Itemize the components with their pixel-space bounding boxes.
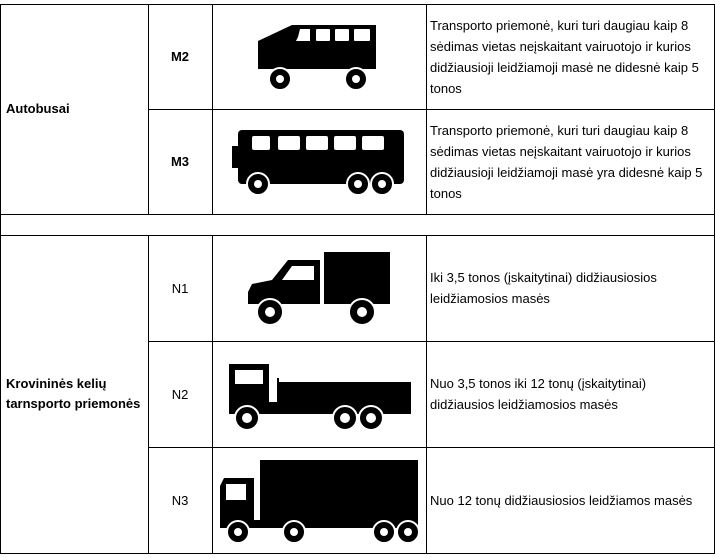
row-divider: [148, 447, 715, 448]
box-truck-icon: [212, 447, 426, 553]
category-freight: Krovininės kelių tarnsporto priemonės: [6, 376, 141, 411]
code-m3: M3: [170, 154, 190, 169]
pickup-truck-icon: [212, 235, 426, 341]
column-divider: [148, 4, 149, 214]
column-divider: [426, 235, 427, 553]
description-m2: Transporto priemonė, kuri turi daugiau kaip 8 sėdimas vietas neįskaitant vairuotojo ir kurios didžiausioji leidžiamoji masė ne didesnė kaip 5 tonos: [430, 17, 699, 96]
code-n2: N2: [171, 386, 189, 402]
description-n3: Nuo 12 tonų didžiausiosios leidžiamos masės: [430, 492, 693, 508]
column-divider: [148, 235, 149, 553]
code-m2: M2: [170, 49, 190, 64]
table-border-top: [0, 4, 715, 5]
bus-icon: [212, 109, 426, 214]
table-border-bottom: [0, 553, 715, 554]
group-divider: [0, 235, 715, 236]
minibus-icon: [212, 4, 426, 109]
description-n1: Iki 3,5 tonos (įskaitytinai) didžiausiosios leidžiamosios masės: [430, 270, 657, 306]
description-n2: Nuo 3,5 tonos iki 12 tonų (įskaitytinai) didžiausios leidžiamosios masės: [430, 376, 647, 412]
table-border-left: [0, 4, 1, 554]
row-divider: [148, 109, 715, 110]
group-divider: [0, 214, 715, 215]
column-divider: [212, 4, 213, 214]
description-m3: Transporto priemonė, kuri turi daugiau kaip 8 sėdimas vietas neįskaitant vairuotojo ir kurios didžiausioji leidžiamoji masė yra didesnė kaip 5 tonos: [430, 122, 703, 201]
column-divider: [212, 235, 213, 553]
category-buses: Autobusai: [6, 101, 70, 116]
code-n3: N3: [171, 492, 189, 508]
flatbed-truck-icon: [212, 341, 426, 447]
row-divider: [148, 341, 715, 342]
column-divider: [426, 4, 427, 214]
code-n1: N1: [171, 280, 189, 296]
